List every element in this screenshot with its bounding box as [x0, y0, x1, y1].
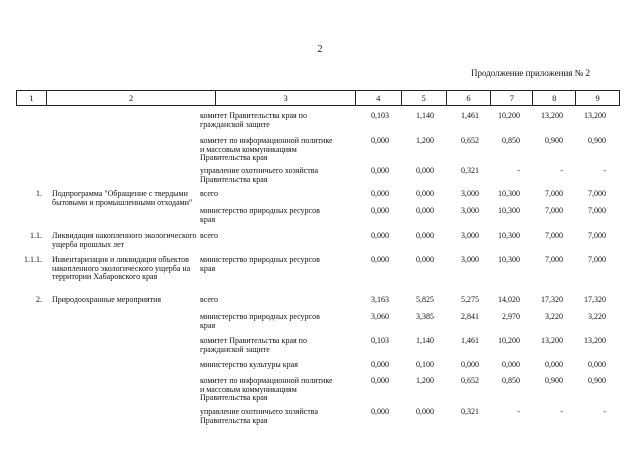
- row-value-col-4: 0,000: [371, 206, 389, 215]
- row-index: 1.: [36, 189, 42, 198]
- row-name: Инвентаризация и ликвидация объектов накопленного экологического ущерба на территории Хабаровского края: [52, 255, 191, 281]
- row-value-col-8: 3,220: [545, 312, 563, 321]
- row-executor: комитет по информационной политике и массовым коммуникациям Правительства края: [200, 376, 333, 402]
- row-value-col-7: 14,020: [498, 295, 520, 304]
- row-value-col-4: 0,000: [371, 136, 389, 145]
- row-value-col-4: 0,103: [371, 111, 389, 120]
- row-value-col-9: 17,320: [584, 295, 606, 304]
- row-value-col-6: 3,000: [461, 231, 479, 240]
- row-value-col-8: 0,900: [545, 376, 563, 385]
- row-value-col-6: 3,000: [461, 255, 479, 264]
- row-value-col-7: 0,000: [502, 360, 520, 369]
- row-value-col-9: 0,000: [588, 360, 606, 369]
- header-col-4: 4: [356, 91, 402, 105]
- row-value-col-7: -: [517, 166, 520, 175]
- row-value-col-4: 0,103: [371, 336, 389, 345]
- header-col-2: 2: [47, 91, 216, 105]
- row-value-col-5: 5,825: [416, 295, 434, 304]
- row-value-col-8: 7,000: [545, 255, 563, 264]
- page-number: 2: [317, 44, 323, 55]
- header-col-7: 7: [491, 91, 533, 105]
- row-value-col-4: 0,000: [371, 189, 389, 198]
- row-index: 1.1.: [30, 231, 42, 240]
- row-executor: управление охотничьего хозяйства Правительства края: [200, 166, 318, 184]
- row-value-col-7: 10,200: [498, 336, 520, 345]
- row-name: Природоохранные мероприятия: [52, 295, 162, 304]
- row-value-col-9: 3,220: [588, 312, 606, 321]
- row-value-col-6: 1,461: [461, 336, 479, 345]
- row-value-col-9: 0,900: [588, 376, 606, 385]
- row-executor: комитет Правительства края по гражданской защите: [200, 111, 307, 129]
- row-value-col-9: 13,200: [584, 336, 606, 345]
- row-value-col-5: 1,200: [416, 136, 434, 145]
- row-executor: всего: [200, 295, 219, 304]
- row-value-col-6: 3,000: [461, 189, 479, 198]
- row-value-col-6: 1,461: [461, 111, 479, 120]
- row-value-col-5: 0,100: [416, 360, 434, 369]
- row-value-col-7: 10,300: [498, 189, 520, 198]
- row-value-col-4: 3,163: [371, 295, 389, 304]
- row-name: Ликвидация накопленного экологического ущерба прошлых лет: [52, 231, 197, 249]
- row-value-col-4: 0,000: [371, 360, 389, 369]
- header-col-9: 9: [595, 93, 600, 103]
- row-executor: комитет Правительства края по гражданской защите: [200, 336, 307, 354]
- row-value-col-7: 10,300: [498, 206, 520, 215]
- row-value-col-4: 0,000: [371, 255, 389, 264]
- row-value-col-6: 0,652: [461, 136, 479, 145]
- row-value-col-8: -: [560, 166, 563, 175]
- row-value-col-5: 0,000: [416, 407, 434, 416]
- row-value-col-5: 0,000: [416, 231, 434, 240]
- row-executor: министерство культуры края: [200, 360, 298, 369]
- row-value-col-9: 0,900: [588, 136, 606, 145]
- row-executor: всего: [200, 189, 219, 198]
- row-value-col-9: 7,000: [588, 206, 606, 215]
- row-value-col-5: 1,200: [416, 376, 434, 385]
- row-value-col-5: 0,000: [416, 206, 434, 215]
- row-value-col-5: 1,140: [416, 336, 434, 345]
- row-value-col-7: 2,970: [502, 312, 520, 321]
- row-value-col-9: 7,000: [588, 255, 606, 264]
- row-value-col-4: 3,060: [371, 312, 389, 321]
- row-value-col-5: 0,000: [416, 255, 434, 264]
- continuation-label: Продолжение приложения № 2: [470, 68, 590, 78]
- row-index: 2.: [36, 295, 42, 304]
- row-executor: министерство природных ресурсов края: [200, 255, 320, 273]
- header-col-5: 5: [402, 91, 447, 105]
- row-executor: комитет по информационной политике и массовым коммуникациям Правительства края: [200, 136, 333, 162]
- row-value-col-7: 10,300: [498, 255, 520, 264]
- row-value-col-5: 1,140: [416, 111, 434, 120]
- row-executor: управление охотничьего хозяйства Правительства края: [200, 407, 318, 425]
- row-value-col-8: 13,200: [541, 111, 563, 120]
- row-executor: всего: [200, 231, 219, 240]
- row-value-col-7: 0,850: [502, 136, 520, 145]
- row-value-col-4: 0,000: [371, 166, 389, 175]
- row-value-col-7: 0,850: [502, 376, 520, 385]
- row-value-col-6: 5,275: [461, 295, 479, 304]
- row-value-col-4: 0,000: [371, 376, 389, 385]
- row-value-col-8: 7,000: [545, 189, 563, 198]
- header-col-6: 6: [447, 91, 492, 105]
- row-value-col-6: 0,321: [461, 407, 479, 416]
- row-value-col-9: -: [603, 166, 606, 175]
- row-value-col-5: 0,000: [416, 189, 434, 198]
- row-value-col-4: 0,000: [371, 407, 389, 416]
- row-executor: министерство природных ресурсов края: [200, 312, 320, 330]
- row-value-col-8: 7,000: [545, 206, 563, 215]
- table-header: [16, 90, 620, 106]
- row-index: 1.1.1.: [24, 255, 42, 264]
- row-value-col-8: 13,200: [541, 336, 563, 345]
- row-value-col-6: 0,321: [461, 166, 479, 175]
- row-value-col-8: 0,000: [545, 360, 563, 369]
- row-executor: министерство природных ресурсов края: [200, 206, 320, 224]
- row-value-col-6: 2,841: [461, 312, 479, 321]
- row-value-col-5: 0,000: [416, 166, 434, 175]
- row-value-col-5: 3,385: [416, 312, 434, 321]
- row-value-col-4: 0,000: [371, 231, 389, 240]
- row-value-col-9: 7,000: [588, 189, 606, 198]
- row-value-col-7: 10,300: [498, 231, 520, 240]
- row-value-col-7: 10,200: [498, 111, 520, 120]
- row-value-col-8: 17,320: [541, 295, 563, 304]
- header-col-1: 1: [17, 91, 47, 105]
- row-value-col-6: 0,000: [461, 360, 479, 369]
- row-value-col-9: 7,000: [588, 231, 606, 240]
- row-value-col-6: 0,652: [461, 376, 479, 385]
- row-value-col-9: -: [603, 407, 606, 416]
- row-name: Подпрограмма "Обращение с твердыми бытовыми и промышленными отходами": [52, 189, 193, 207]
- row-value-col-9: 13,200: [584, 111, 606, 120]
- row-value-col-8: 7,000: [545, 231, 563, 240]
- row-value-col-8: -: [560, 407, 563, 416]
- row-value-col-7: -: [517, 407, 520, 416]
- header-col-3: 3: [216, 91, 356, 105]
- row-value-col-8: 0,900: [545, 136, 563, 145]
- header-col-8: 8: [533, 91, 576, 105]
- row-value-col-6: 3,000: [461, 206, 479, 215]
